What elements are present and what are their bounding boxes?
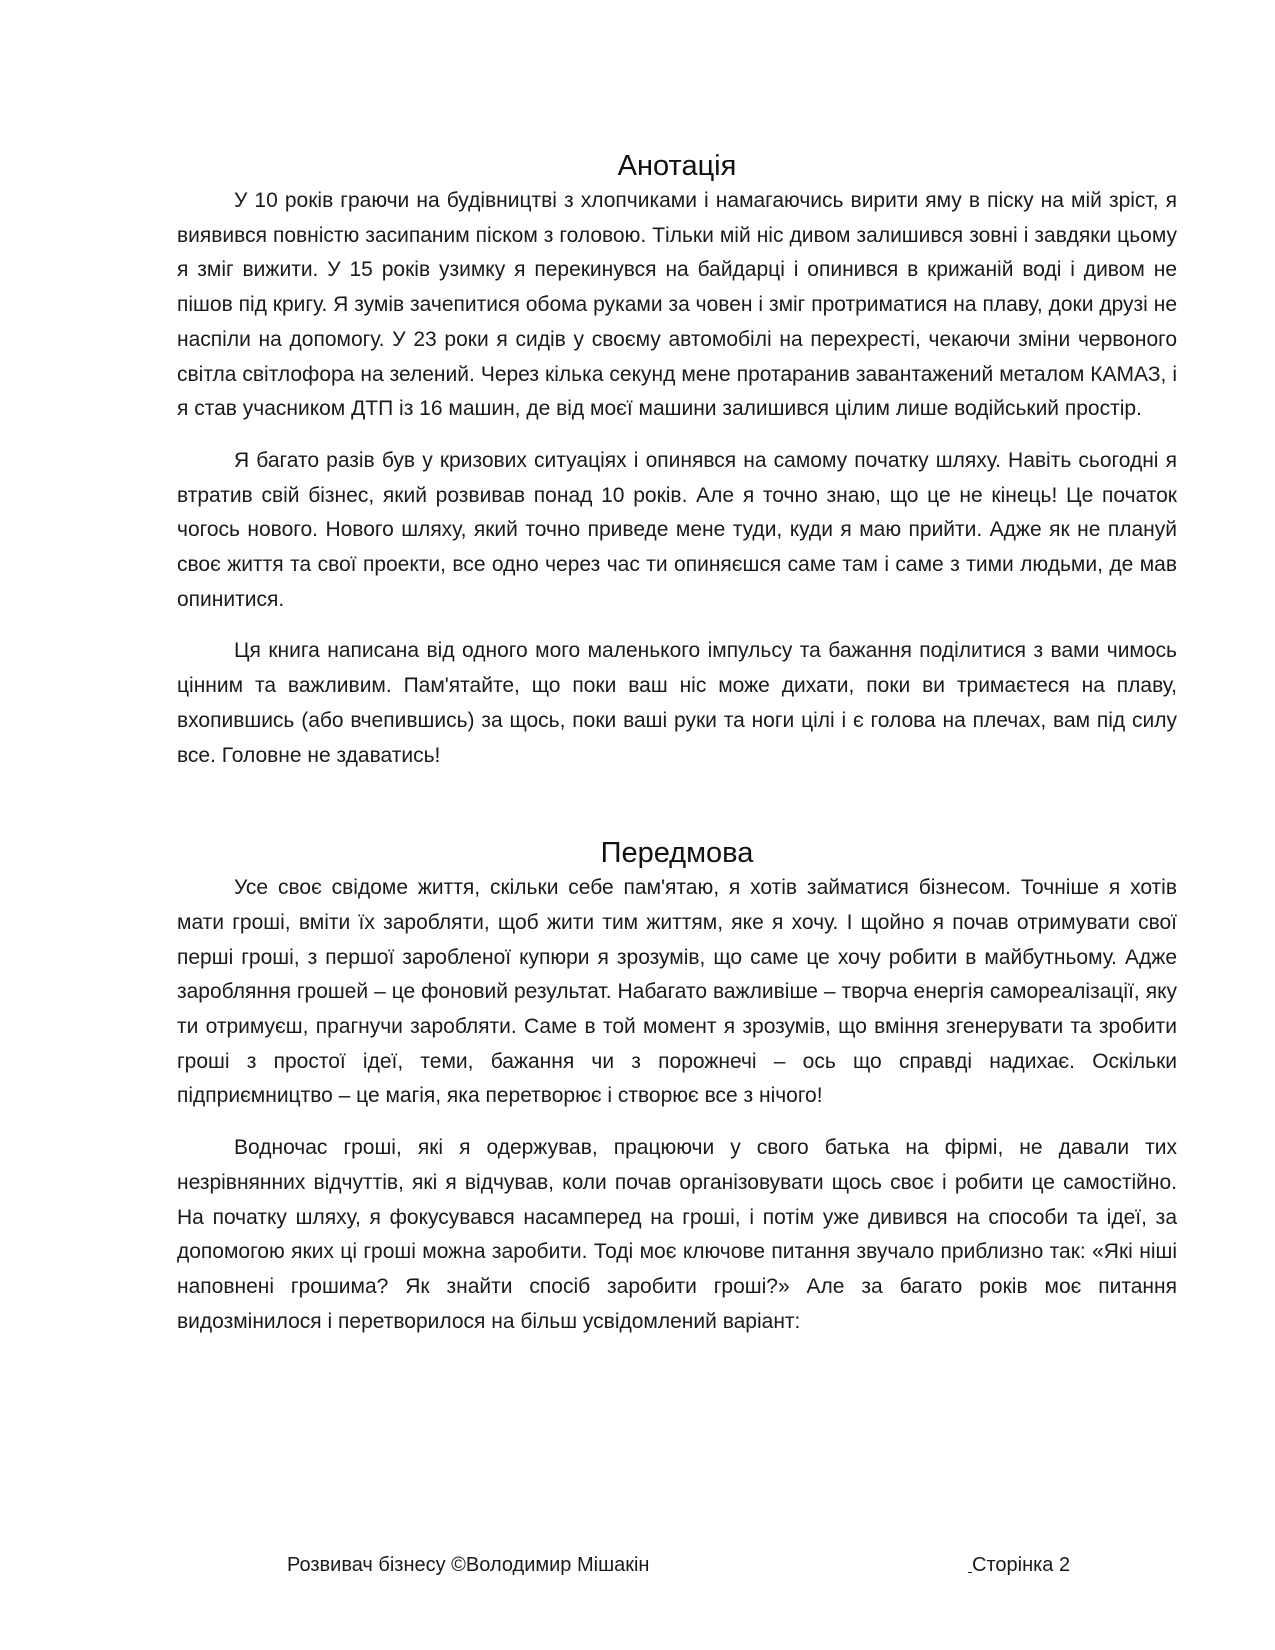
section-title-anotatsiia: Анотація bbox=[617, 150, 737, 182]
paragraph: Водночас гроші, які я одержував, працюючи у свого батька на фірмі, не давали тих незрівнянних відчуттів, які я відчував, коли почав організовувати щось своє і робити це самостійно. На початку шляху, я фокусувався насамперед на гроші, і потім уже дивився на способи та ідеї, за допомогою яких ці гроші можна заробити. Тоді моє ключове питання звучало приблизно так: «Які ніші наповнені грошима? Як знайти спосіб заробити гроші?» Але за багато років моє питання видозмінилося і перетворилося на більш усвідомлений варіант: bbox=[177, 1136, 1177, 1333]
paragraph: Я багато разів був у кризових ситуаціях і опинявся на самому початку шляху. Навіть сьогодні я втратив свій бізнес, який розвивав понад 10 років. Але я точно знаю, що це не кінець! Це початок чогось нового. Нового шляху, який точно приведе мене туди, куди я маю прийти. Адже як не плануй своє життя та свої проекти, все одно через час ти опиняєшся саме там і саме з тими людьми, де мав опинитися. bbox=[177, 448, 1177, 611]
footer-page-number: Сторінка 2 bbox=[972, 1554, 1071, 1576]
page-footer bbox=[0, 1550, 1275, 1580]
footer-author: Розвивач бізнесу ©Володимир Мішакін bbox=[287, 1554, 650, 1576]
paragraph: Ця книга написана від одного мого маленького імпульсу та бажання поділитися з вами чимось цінним та важливим. Пам'ятайте, що поки ваш ніс може дихати, поки ви тримаєтеся на плаву, вхопившись (або вчепившись) за щось, поки ваші руки та ноги цілі і є голова на плечах, вам під силу все. Головне не здаватись! bbox=[177, 639, 1177, 767]
paragraph: Усе своє свідоме життя, скільки себе пам'ятаю, я хотів займатися бізнесом. Точніше я хотів мати гроші, вміти їх заробляти, щоб жити тим життям, яке я хочу. І щойно я почав отримувати свої перші гроші, з першої заробленої купюри я зрозумів, що саме це хочу робити в майбутньому. Адже заробляння грошей – це фоновий результат. Набагато важливіше – творча енергія самореалізації, яку ти отримуєш, прагнучи заробляти. Саме в той момент я зрозумів, що вміння згенерувати та зробити гроші з простої ідеї, теми, бажання чи з порожнечі – ось що справді надихає. Оскільки підприємництво – це магія, яка перетворює і створює все з нічого! bbox=[177, 876, 1177, 1108]
paragraph: У 10 років граючи на будівництві з хлопчиками і намагаючись вирити яму в піску на мій зріст, я виявився повністю засипаним піском з головою. Тільки мій ніс дивом залишився зовні і завдяки цьому я зміг вижити. У 15 років узимку я перекинувся на байдарці і опинився в крижаній воді і дивом не пішов під кригу. Я зумів зачепитися обома руками за човен і зміг протриматися на плаву, доки друзі не наспіли на допомогу. У 23 роки я сидів у своєму автомобілі на перехресті, чекаючи зміни червоного світла світлофора на зелений. Через кілька секунд мене протаранив завантажений металом КАМАЗ, і я став учасником ДТП із 16 машин, де від моєї машини залишився цілим лише водійський простір. bbox=[177, 189, 1177, 421]
document-body bbox=[177, 148, 1177, 1356]
footer-page-number-wrap bbox=[968, 1550, 1070, 1580]
section-title-peredmova: Передмова bbox=[600, 837, 754, 870]
